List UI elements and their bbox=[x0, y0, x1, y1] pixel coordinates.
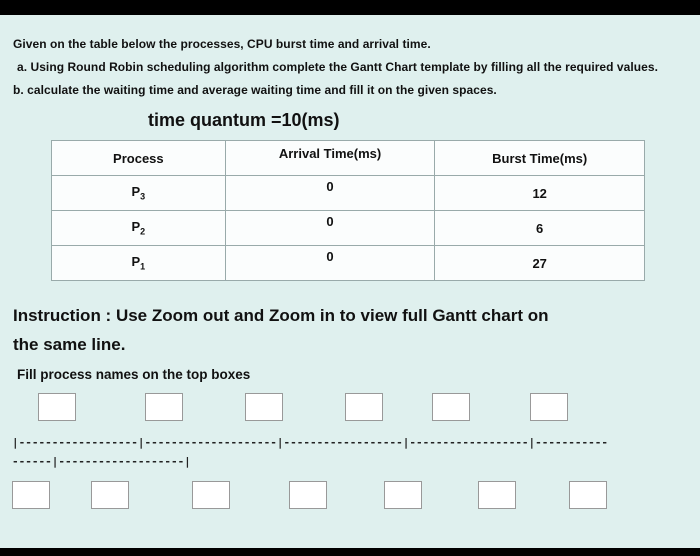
process-name-box-5[interactable] bbox=[432, 393, 470, 421]
table-row bbox=[52, 176, 645, 211]
process-name-box-6[interactable] bbox=[530, 393, 568, 421]
fill-label: Fill process names on the top boxes bbox=[17, 367, 251, 382]
header-arrival: Arrival Time(ms) bbox=[225, 141, 435, 176]
table-row bbox=[52, 246, 645, 281]
process-name-box-3[interactable] bbox=[245, 393, 283, 421]
time-box-6[interactable] bbox=[478, 481, 516, 509]
burst-cell: 27 bbox=[435, 246, 645, 281]
instruction-line-1: Instruction : Use Zoom out and Zoom in to view full Gantt chart on bbox=[13, 306, 549, 325]
time-box-3[interactable] bbox=[192, 481, 230, 509]
process-name-box-2[interactable] bbox=[145, 393, 183, 421]
burst-cell: 12 bbox=[435, 176, 645, 211]
arrival-cell: 0 bbox=[225, 211, 435, 246]
process-cell: $P_1$ bbox=[52, 246, 226, 281]
table-header-row bbox=[52, 141, 645, 176]
process-table bbox=[51, 140, 645, 281]
process-cell: $P_2$ bbox=[52, 211, 226, 246]
gantt-timeline-line-2: ------|-------------------| bbox=[12, 455, 191, 468]
time-box-7[interactable] bbox=[569, 481, 607, 509]
process-cell: $P_3$ bbox=[52, 176, 226, 211]
process-name-box-1[interactable] bbox=[38, 393, 76, 421]
burst-cell: 6 bbox=[435, 211, 645, 246]
time-quantum: time quantum =10(ms) bbox=[148, 110, 340, 130]
time-box-2[interactable] bbox=[91, 481, 129, 509]
arrival-cell: 0 bbox=[225, 176, 435, 211]
instruction-line-2: the same line. bbox=[13, 335, 126, 354]
gantt-timeline-line-1: |------------------|--------------------|------------------|------------------|----------- bbox=[12, 436, 609, 449]
process-name-box-4[interactable] bbox=[345, 393, 383, 421]
time-box-1[interactable] bbox=[12, 481, 50, 509]
table-row bbox=[52, 211, 645, 246]
time-box-4[interactable] bbox=[289, 481, 327, 509]
intro-line-2: a. Using Round Robin scheduling algorithm complete the Gantt Chart template by filling all the required values. bbox=[17, 60, 658, 74]
header-process: Process bbox=[52, 141, 226, 176]
header-burst: Burst Time(ms) bbox=[435, 141, 645, 176]
time-box-5[interactable] bbox=[384, 481, 422, 509]
document-page bbox=[0, 15, 700, 548]
intro-line-3: b. calculate the waiting time and average waiting time and fill it on the given spaces. bbox=[13, 83, 497, 97]
arrival-cell: 0 bbox=[225, 246, 435, 281]
intro-line-1: Given on the table below the processes, CPU burst time and arrival time. bbox=[13, 37, 431, 51]
